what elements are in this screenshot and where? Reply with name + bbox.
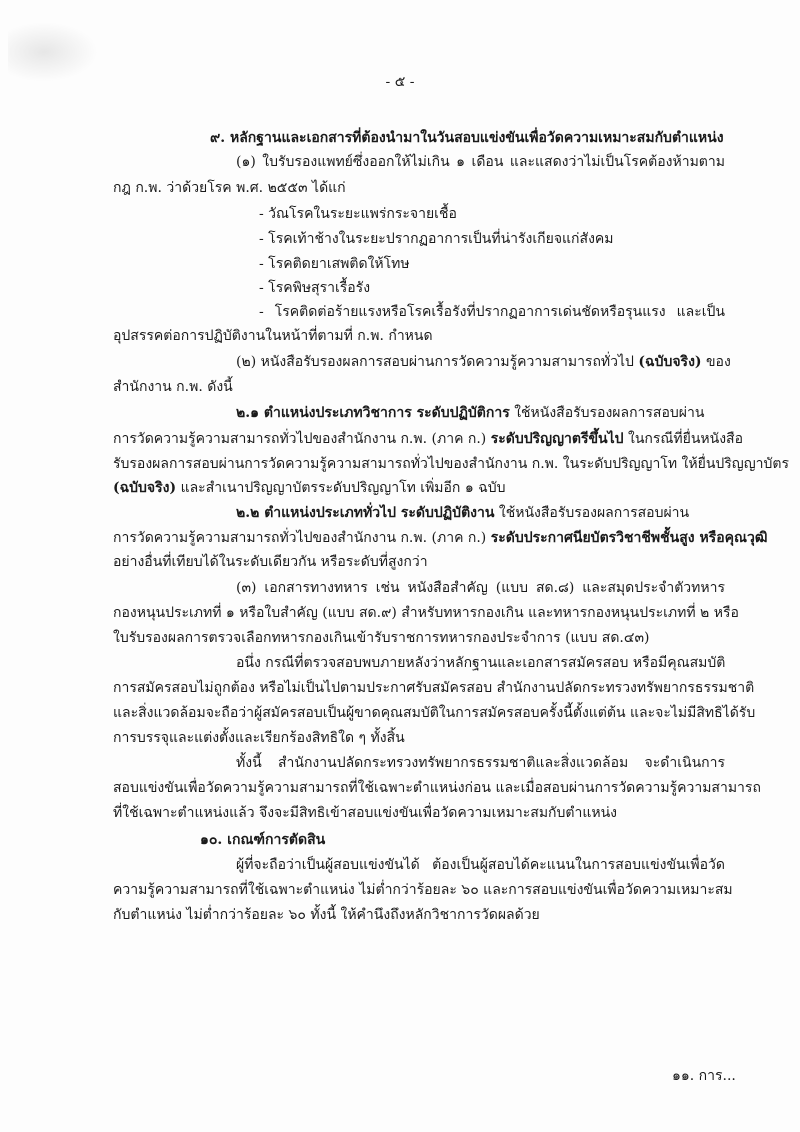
section-10-heading: ๑๐. เกณฑ์การตัดสิน: [200, 832, 326, 848]
note-1-line-4: การบรรจุและแต่งตั้งและเรียกร้องสิทธิใด ๆ ทั้งสิ้น: [113, 730, 405, 746]
disease-4: - โรคพิษสุราเรื้อรัง: [259, 280, 371, 296]
item-2-1-line-1: [236, 403, 704, 423]
disease-5-cont: อุปสรรคต่อการปฏิบัติงานในหน้าที่ตามที่ ก.พ. กำหนด: [113, 328, 433, 344]
section-10-line-3: กับตำแหน่ง ไม่ต่ำกว่าร้อยละ ๖๐ ทั้งนี้ ให้คำนึงถึงหลักวิชาการวัดผลด้วย: [113, 907, 540, 923]
page-number: - ๕ -: [385, 74, 415, 90]
item-2-1-line-2: [113, 429, 743, 449]
note-1-line-1: อนึ่ง กรณีที่ตรวจสอบพบภายหลังว่าหลักฐานและเอกสารสมัครสอบ หรือมีคุณสมบัติ: [236, 655, 726, 671]
item-1-line-1: (๑) ใบรับรองแพทย์ซึ่งออกให้ไม่เกิน ๑ เดือน และแสดงว่าไม่เป็นโรคต้องห้ามตาม: [236, 154, 725, 170]
item-2-1-l2a: การวัดความรู้ความสามารถทั่วไปของสำนักงาน ก.พ. (ภาค ก.): [113, 431, 491, 447]
item-2-2-l2b: ระดับประกาศนียบัตรวิชาชีพชั้นสูง หรือคุณวุฒิ: [490, 530, 768, 546]
item-3-line-2: กองหนุนประเภทที่ ๑ หรือใบสำคัญ (แบบ สด.๙) สำหรับทหารกองเกิน และทหารกองหนุนประเภทที่ ๒ หรือ: [113, 605, 739, 621]
item-1-line-2: กฎ ก.พ. ว่าด้วยโรค พ.ศ. ๒๕๕๓ ได้แก่: [113, 180, 346, 196]
item-3-line-3: ใบรับรองผลการตรวจเลือกทหารกองเกินเข้ารับราชการทหารกองประจำการ (แบบ สด.๔๓): [113, 630, 650, 646]
item-2-2-l2a: การวัดความรู้ความสามารถทั่วไปของสำนักงาน ก.พ. (ภาค ก.): [113, 530, 491, 546]
item-2-tail: ของ: [701, 354, 731, 370]
note-1-line-2: การสมัครสอบไม่ถูกต้อง หรือไม่เป็นไปตามประกาศรับสมัครสอบ สำนักงานปลัดกระทรวงทรัพยากรธรรมชาติ: [113, 680, 755, 696]
item-2-2-bold: ๒.๒ ตำแหน่งประเภททั่วไป ระดับปฏิบัติงาน: [236, 505, 495, 521]
item-2-1-text: ใช้หนังสือรับรองผลการสอบผ่าน: [509, 405, 705, 421]
section-10-line-2: ความรู้ความสามารถที่ใช้เฉพาะตำแหน่ง ไม่ต่ำกว่าร้อยละ ๖๐ และการสอบแข่งขันเพื่อวัดความเหมาะสม: [113, 882, 733, 898]
section-10-line-1: ผู้ที่จะถือว่าเป็นผู้สอบแข่งขันได้ ต้องเป็นผู้สอบได้คะแนนในการสอบแข่งขันเพื่อวัด: [236, 857, 725, 873]
section-9-heading: ๙. หลักฐานและเอกสารที่ต้องนำมาในวันสอบแข่งขันเพื่อวัดความเหมาะสมกับตำแหน่ง: [210, 130, 724, 146]
item-3-line-1: (๓) เอกสารทางทหาร เช่น หนังสือสำคัญ (แบบ สด.๘) และสมุดประจำตัวทหาร: [236, 580, 725, 596]
item-2-2-line-1: [236, 503, 689, 523]
item-2-1-l2c: ในกรณีที่ยื่นหนังสือ: [623, 431, 743, 447]
item-2-line-2: สำนักงาน ก.พ. ดังนี้: [113, 379, 233, 395]
disease-3: - โรคติดยาเสพติดให้โทษ: [259, 256, 410, 272]
disease-5: - โรคติดต่อร้ายแรงหรือโรคเรื้อรังที่ปรากฏอาการเด่นชัดหรือรุนแรง และเป็น: [259, 304, 725, 320]
item-2-bold: (ฉบับจริง): [638, 354, 702, 370]
item-2-text: (๒) หนังสือรับรองผลการสอบผ่านการวัดความรู้ความสามารถทั่วไป: [236, 354, 639, 370]
note-1-line-3: และสิ่งแวดล้อมจะถือว่าผู้สมัครสอบเป็นผู้ขาดคุณสมบัติในการสมัครสอบครั้งนี้ตั้งแต่ต้น และจะไม่มีสิทธิได้รับ: [113, 705, 756, 721]
item-2-1-bold: ๒.๑ ตำแหน่งประเภทวิชาการ ระดับปฏิบัติการ: [236, 405, 510, 421]
disease-1: - วัณโรคในระยะแพร่กระจายเชื้อ: [259, 206, 457, 222]
item-2-line-1: [236, 352, 731, 372]
item-2-2-line-2: [113, 528, 767, 548]
continuation-marker: ๑๑. การ...: [672, 1068, 736, 1084]
item-2-1-line-4: [113, 478, 506, 498]
note-2-line-2: สอบแข่งขันเพื่อวัดความรู้ความสามารถที่ใช้เฉพาะตำแหน่งก่อน และเมื่อสอบผ่านการวัดความรู้ความสามารถ: [113, 780, 761, 796]
item-2-1-l2b: ระดับปริญญาตรีขึ้นไป: [490, 431, 624, 447]
note-2-line-1: ทั้งนี้ สำนักงานปลัดกระทรวงทรัพยากรธรรมชาติและสิ่งแวดล้อม จะดำเนินการ: [236, 755, 725, 771]
item-2-1-l4b: และสำเนาปริญญาบัตรระดับปริญญาโท เพิ่มอีก ๑ ฉบับ: [176, 480, 506, 496]
item-2-2-text: ใช้หนังสือรับรองผลการสอบผ่าน: [494, 505, 690, 521]
note-2-line-3: ที่ใช้เฉพาะตำแหน่งแล้ว จึงจะมีสิทธิเข้าสอบแข่งขันเพื่อวัดความเหมาะสมกับตำแหน่ง: [113, 805, 618, 821]
item-2-1-l4a: (ฉบับจริง): [113, 480, 177, 496]
item-2-1-line-3: รับรองผลการสอบผ่านการวัดความรู้ความสามารถทั่วไปของสำนักงาน ก.พ. ในระดับปริญญาโท ให้ยื่นปริญญาบัตร: [113, 456, 790, 472]
disease-2: - โรคเท้าช้างในระยะปรากฏอาการเป็นที่น่ารังเกียจแก่สังคม: [259, 231, 614, 247]
item-2-2-line-3: อย่างอื่นที่เทียบได้ในระดับเดียวกัน หรือระดับที่สูงกว่า: [113, 554, 428, 570]
